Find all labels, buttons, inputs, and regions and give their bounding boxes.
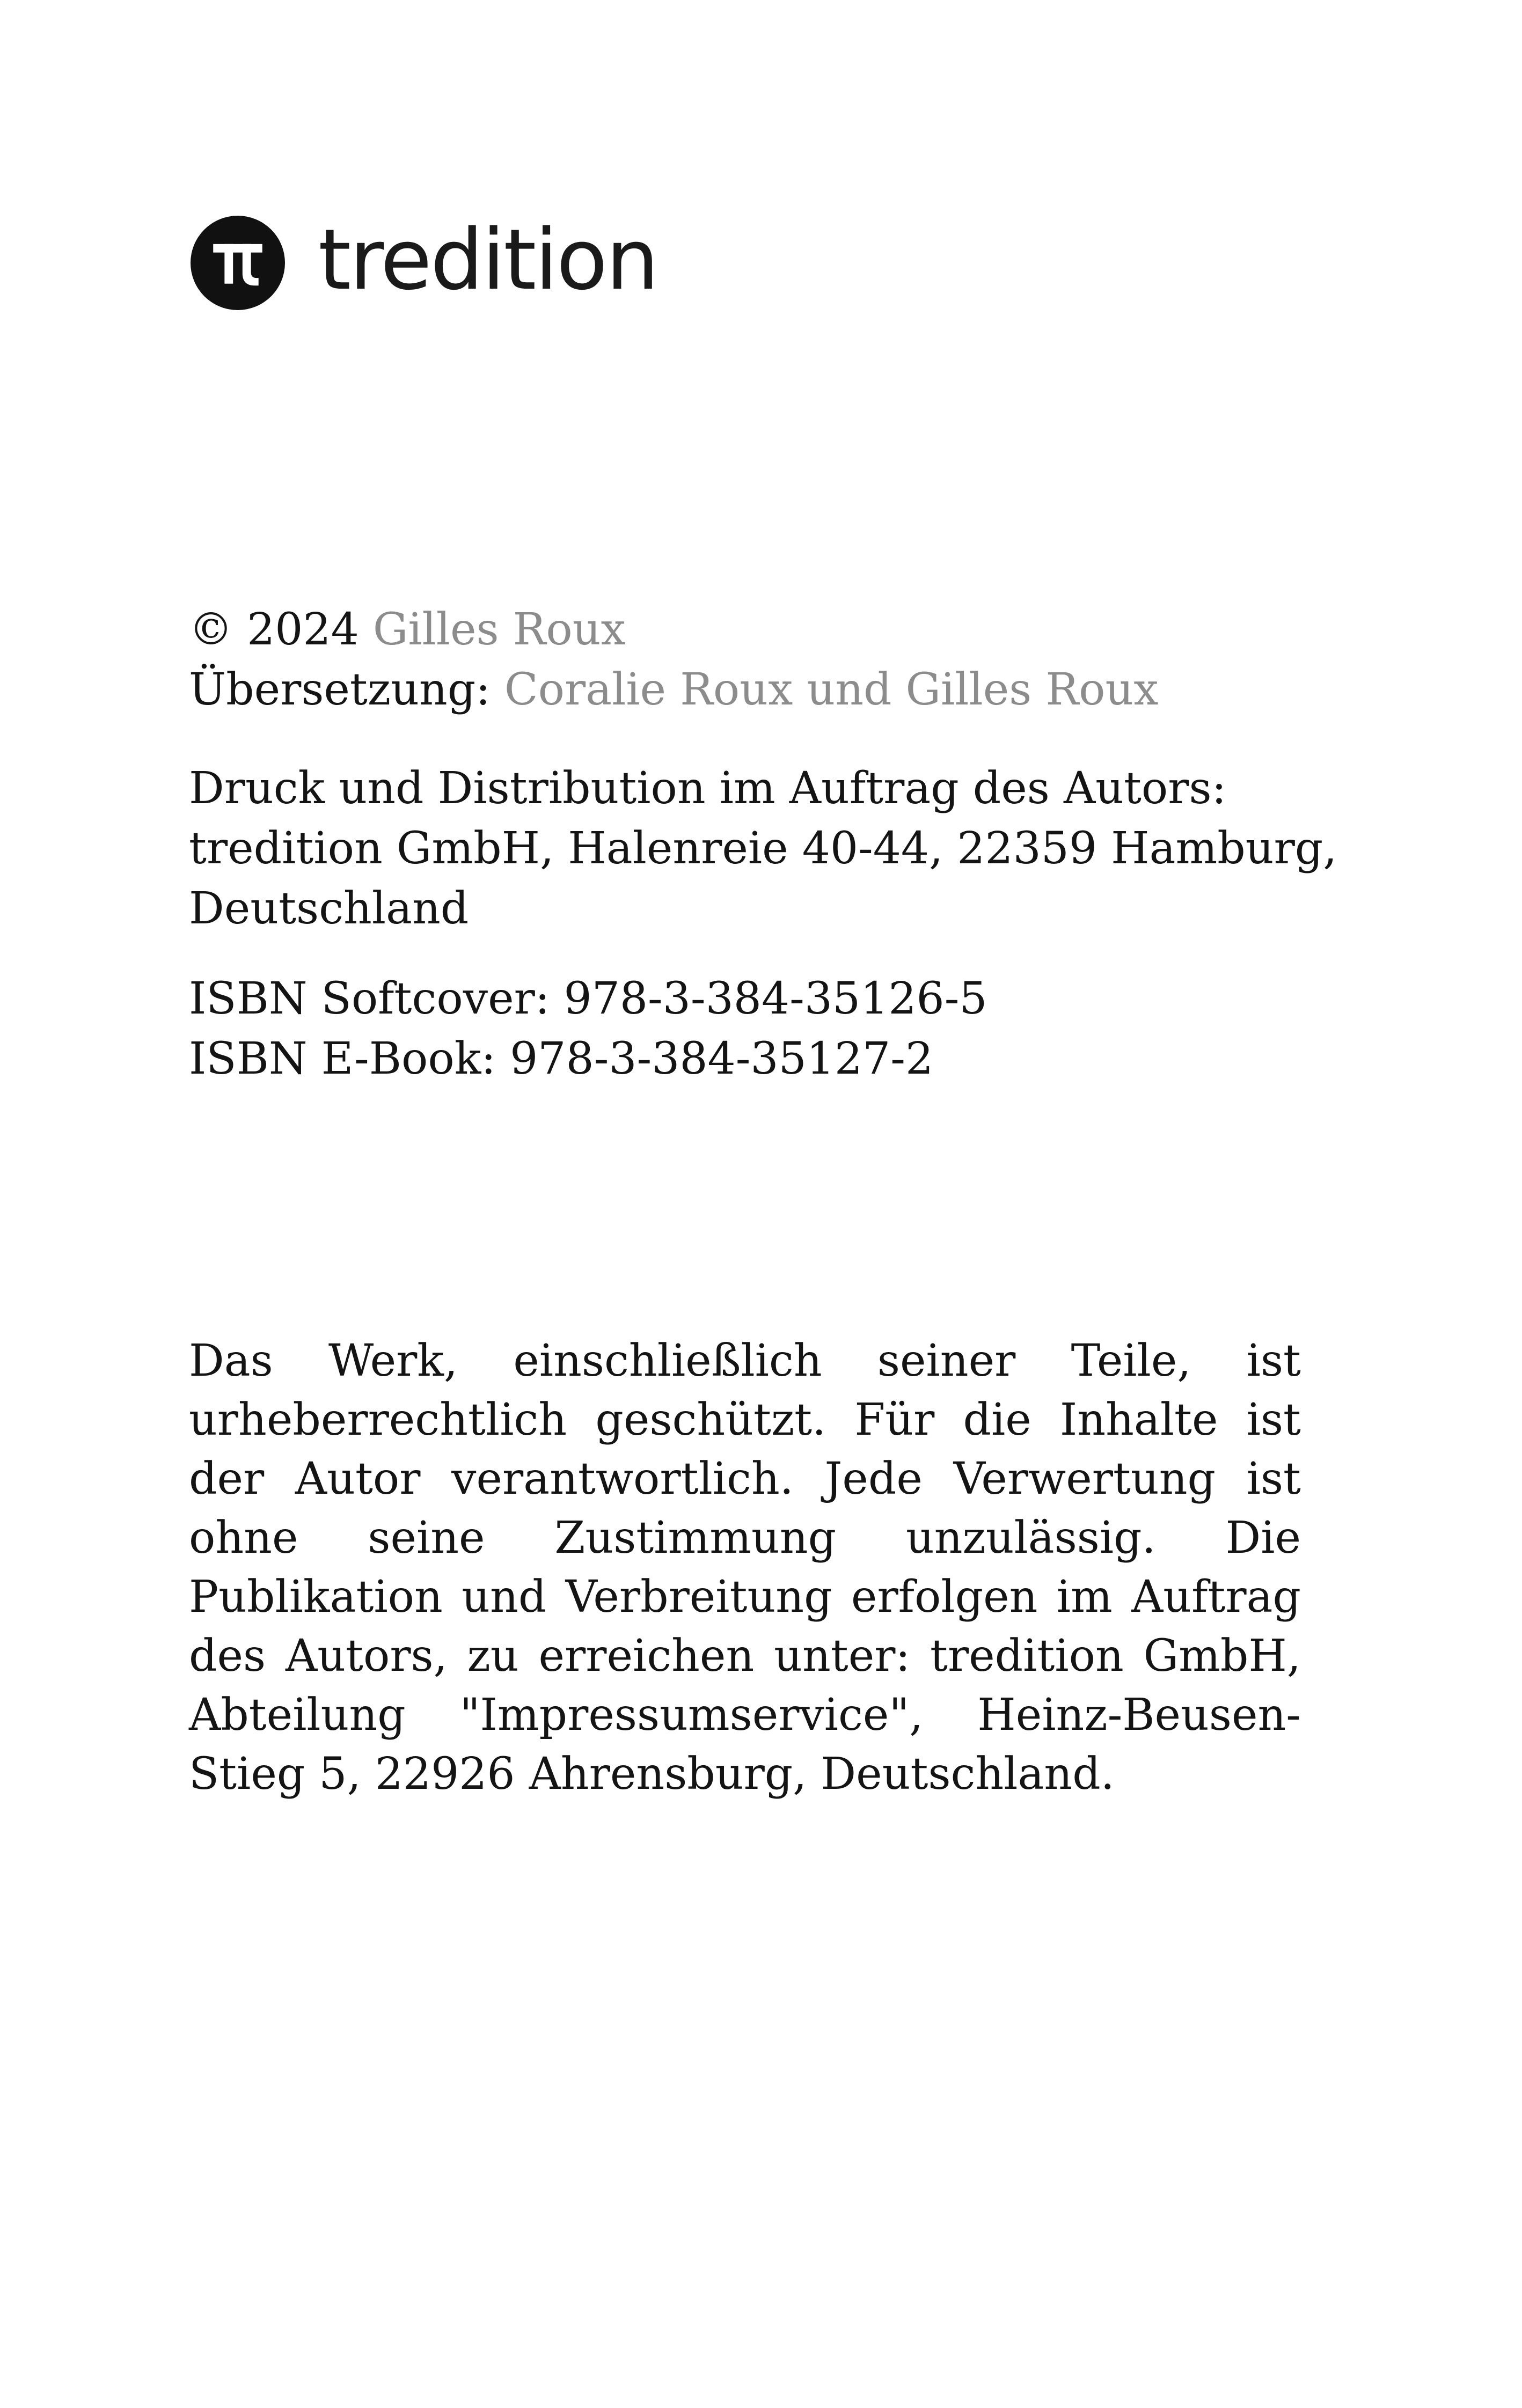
publisher-name: tredition	[318, 211, 658, 309]
translator-names: Coralie Roux und Gilles Roux	[504, 664, 1159, 715]
printing-block	[189, 759, 1337, 939]
copyright-prefix: © 2024	[189, 604, 373, 655]
printing-line-1: Druck und Distribution im Auftrag des Autors:	[189, 763, 1227, 814]
copyright-line	[189, 600, 1301, 660]
printing-line-3: Deutschland	[189, 883, 469, 934]
printing-line-2: tredition GmbH, Halenreie 40-44, 22359 Hamburg,	[189, 823, 1337, 874]
author-name: Gilles Roux	[372, 604, 626, 655]
translation-label: Übersetzung:	[189, 664, 504, 715]
publisher-logo	[191, 211, 658, 311]
tredition-logo-icon	[191, 216, 285, 310]
translation-line	[189, 660, 1301, 720]
legal-notice: Das Werk, einschließlich seiner Teile, ist urheberrechtlich geschützt. Für die Inhalte ist der Autor verantwortlich. Jede Verwertung ist ohne seine Zustimmung unzulässig. Die Publikation und Verbreitung erfolgen im Auftrag des Autors, zu erreichen unter: tredition GmbH, Abteilung "Impressumservice", Heinz-Beusen-Stieg 5, 22926 Ahrensburg, Deutschland.	[189, 1335, 1301, 1800]
copyright-block	[189, 600, 1301, 720]
isbn-ebook: ISBN E-Book: 978-3-384-35127-2	[189, 1033, 934, 1084]
isbn-block	[189, 969, 1301, 1089]
isbn-softcover: ISBN Softcover: 978-3-384-35126-5	[189, 973, 987, 1024]
